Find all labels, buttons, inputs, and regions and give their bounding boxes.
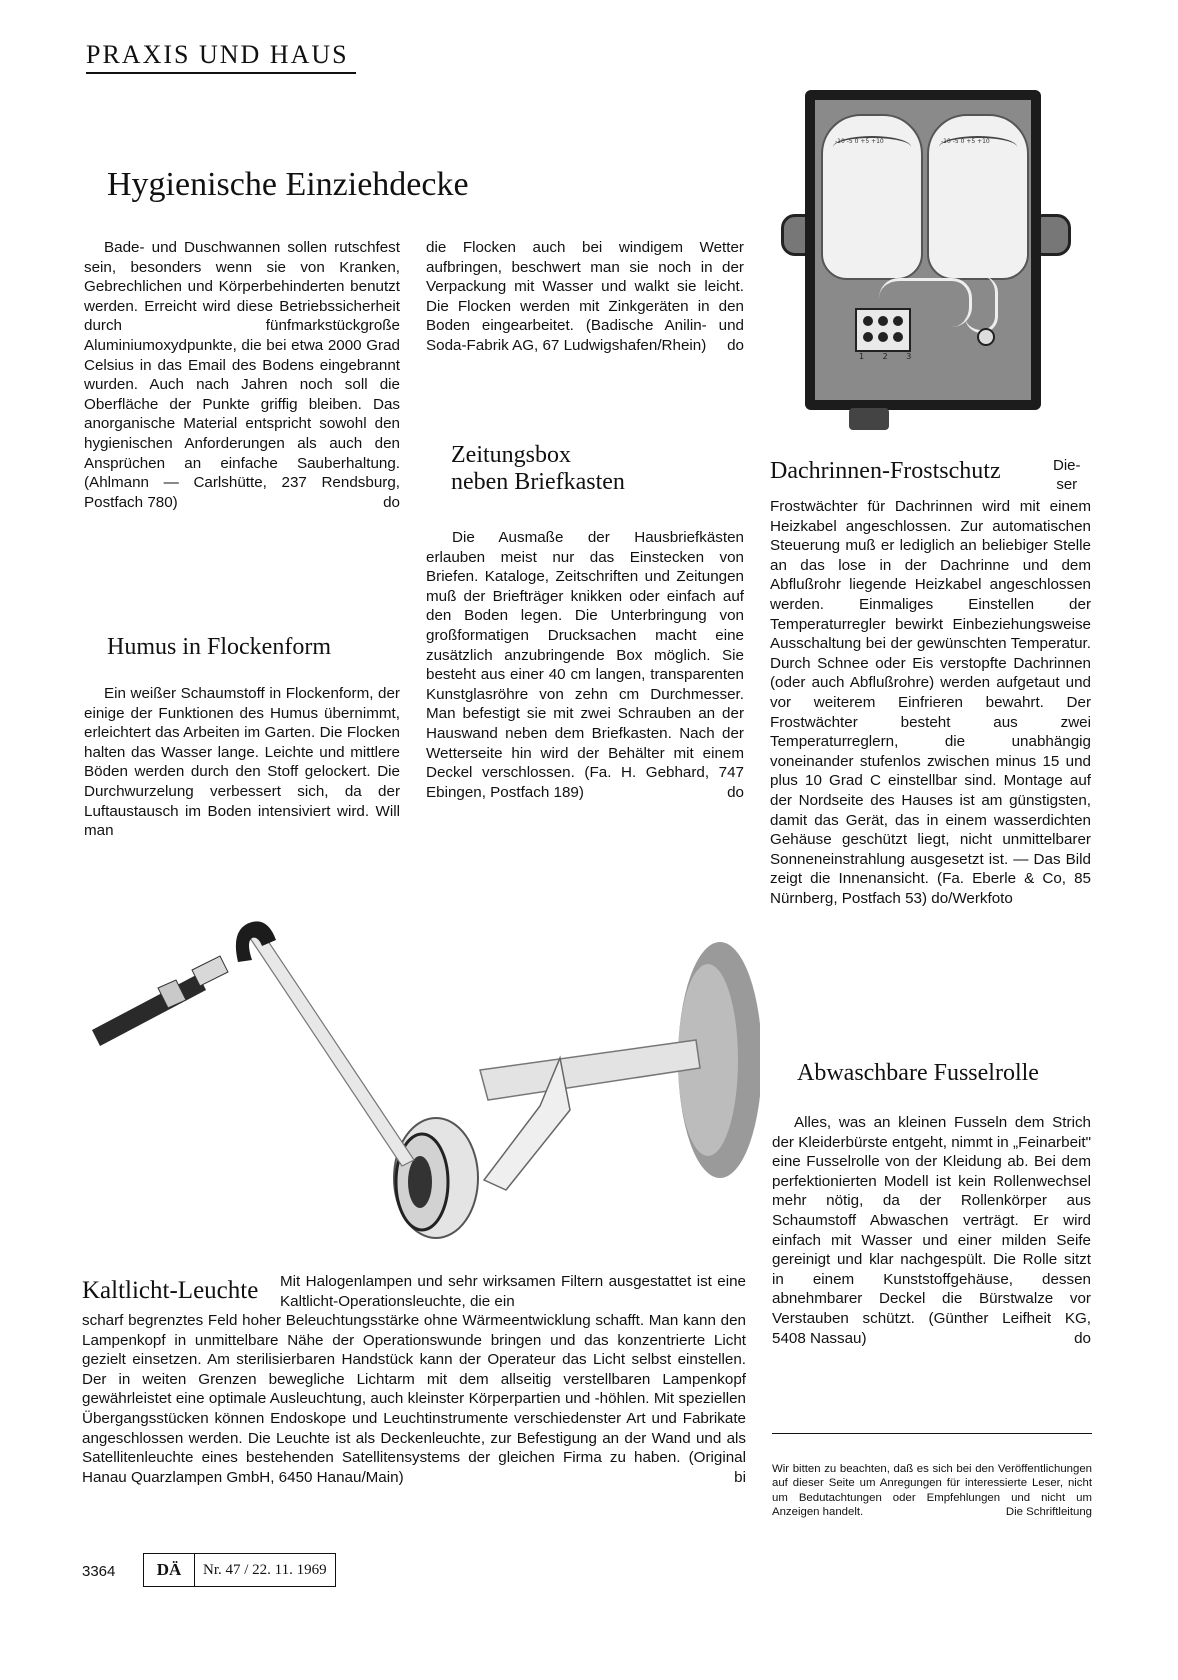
dial-scale-right-labels: -10 -5 0 +5 +10 — [941, 138, 990, 145]
article-title-zeitungsbox — [451, 442, 625, 496]
zeitungsbox-title-line2: neben Briefkasten — [451, 469, 625, 495]
humus-signature: do — [727, 336, 744, 354]
dial-scale-left-labels: -10 -5 0 +5 +10 — [835, 138, 884, 145]
kaltlicht-text: scharf begrenztes Feld hoher Beleuchtungsstärke ohne Wärmeentwicklung schafft. Man kann den Lampenkopf in unmittelbare Nähe der Operationswunde bringen und das konzentrierte Licht gezielt einsetzen. Am sterilisierbaren Handstück kann der Operateur das Licht selbst einstellen. Der in weiten Grenzen bewegliche Lichtarm mit dem allseitig verstellbaren Lampenkopf gewährleistet eine optimale Ausleuchtung, auch kleinster Körperpartien und -höhlen. Mit speziellen Übergangsstücken können Endoskope und Leuchtinstrumente verschiedenster Art und Fabrikate angeschlossen werden. Die Leuchte ist als Deckenleuchte, zur Befestigung an der Wand und als Satellitenleuchte eines bestehenden Satellitensystems der gleichen Firma zu haben. (Original Hanau Quarzlampen GmbH, 6450 Hanau/Main) — [82, 1312, 746, 1486]
frostschutz-text: Frostwächter für Dachrinnen wird mit einem Heizkabel angeschlossen. Zur automatischen Steuerung muß er lediglich an beliebiger Stelle an das lose in der Dachrinne und dem Abflußrohr liegende Heizkabel angeschlossen werden. Einmaliges Einstellen der Temperaturregler bewirkt Einbeziehungsweise Ausschaltung bei der gewünschten Temperatur. Durch Schnee oder Eis verstopfte Dachrinnen (oder auch Abflußrohre) werden aufgetaut und vor weiterem Einfrieren bewahrt. Der Frostwächter besteht aus zwei Temperaturreglern, die unabhängig voneinander stufenlos zwischen minus 15 und plus 10 Grad C einstellbar sind. Montage auf der Nordseite des Hauses ist am günstigsten, damit das Gerät, das in einem wasserdichten Gehäuse geschützt liegt, nicht unmittelbarer Sonneneinstrahlung ausgesetzt ist. — Das Bild zeigt die Innenansicht. (Fa. Eberle & Co, 85 Nürnberg, Postfach 53) do/Werkfoto — [770, 498, 1091, 907]
article-body-kaltlicht — [82, 1311, 746, 1487]
frostschutz-lead — [1053, 456, 1081, 494]
kaltlicht-signature: bi — [734, 1468, 746, 1486]
humus-text-col2: die Flocken auch bei windigem Wetter aufbringen, beschwert man sie noch in der Verpackung mit Wasser und walkt sie leicht. Die Flocken werden mit Zinkgeräten in den Boden eingearbeitet. (Badische Anilin- und Soda-Fabrik AG, 67 Ludwigshafen/Rhein) — [426, 239, 744, 354]
article-lead-kaltlicht — [280, 1272, 746, 1311]
frostschutz-lead-line2: ser — [1056, 476, 1078, 493]
cable-gland — [849, 408, 889, 430]
editor-note-signature: Die Schriftleitung — [1005, 1506, 1092, 1519]
fusselrolle-text: Alles, was an kleinen Fusseln dem Strich der Kleiderbürste entgeht, nimmt in „Feinarbeit" eine Fusselrolle von der Kleidung ab. Bei dem perfektionierten Modell ist kein Rollenwechsel mehr nötig, da der Rollenkörper aus Schaumstoff Abwaschen verträgt. Er wird einfach mit Wasser und einer milden Seife gereinigt und klar nachgespült. Die Rolle sitzt in einem Kunststoffgehäuse, dessen abnehmbarer Deckel die Bürstwalze vor Verstauben schützt. (Günther Leifheit KG, 5408 Nassau) — [772, 1114, 1091, 1347]
article-body-humus-col2 — [426, 238, 744, 356]
article-body-zeitungsbox — [426, 528, 744, 802]
article-title-humus: Humus in Flockenform — [107, 634, 331, 660]
article-body-frostschutz — [770, 497, 1091, 908]
page-number: 3364 — [82, 1563, 116, 1580]
article-title-einziehdecke: Hygienische Einziehdecke — [107, 166, 469, 203]
article-body-einziehdecke — [84, 238, 400, 512]
terminal-labels: 1 2 3 — [859, 352, 920, 361]
device-interior — [815, 100, 1031, 400]
temperature-dial-right — [927, 114, 1029, 280]
article-body-fusselrolle — [772, 1113, 1091, 1348]
device-housing — [805, 90, 1041, 410]
einziehdecke-signature: do — [383, 493, 400, 511]
editor-note — [772, 1462, 1092, 1520]
fusselrolle-signature: do — [1074, 1329, 1091, 1347]
journal-logo: DÄ — [144, 1554, 195, 1586]
article-body-humus-col1 — [84, 684, 400, 841]
journal-issue: Nr. 47 / 22. 11. 1969 — [203, 1561, 327, 1578]
sterilizable-handpiece — [92, 974, 206, 1046]
journal-badge — [143, 1553, 336, 1587]
einziehdecke-text: Bade- und Duschwannen sollen rutschfest sein, besonders wenn sie von Kranken, Gebrechlichen und Körperbehinderten benutzt werden. Erreicht wird diese Betriebssicherheit durch fünfmarkstückgroße Aluminiumoxydpunkte, die bei etwa 2000 Grad Celsius in das Email des Bodens eingebrannt wurden. Auch nach Jahren noch soll die Oberfläche der Punkte griffig bleiben. Das anorganische Material entspricht sowohl den hygienischen Anforderungen als auch den Ansprüchen an einfache Sauberhaltung. (Ahlmann — Carlshütte, 237 Rendsburg, Postfach 780) — [84, 239, 400, 511]
lamp-handle-rod — [250, 932, 414, 1166]
editor-note-text: Wir bitten zu beachten, daß es sich bei den Veröffentlichungen auf dieser Seite um Anregungen für interessierte Leser, nicht um Bedutachtungen oder Empfehlungen und nicht um Anzeigen handelt. — [772, 1463, 1092, 1519]
article-title-kaltlicht: Kaltlicht-Leuchte — [82, 1277, 259, 1304]
temperature-dial-left — [821, 114, 923, 280]
humus-text-col1: Ein weißer Schaumstoff in Flockenform, der einige der Funktionen des Humus übernimmt, erleichtert das Arbeiten im Garten. Die Flocken halten das Wasser lange. Leichte und mittlere Böden werden durch den Stoff gelockert. Die Durchwurzelung verbessert sich, da der Luftaustausch im Boden intensiviert wird. Will man — [84, 685, 400, 840]
kaltlicht-lead: Mit Halogenlampen und sehr wirksamen Filtern ausgestattet ist eine Kaltlicht-Operationsleuchte, die ein — [280, 1273, 746, 1310]
article-title-frostschutz: Dachrinnen-Frostschutz — [770, 458, 1001, 484]
cold-light-lamp-photo — [80, 910, 760, 1250]
zeitungsbox-title-line1: Zeitungsbox — [451, 442, 571, 468]
lamp-arm-horizontal — [480, 1040, 700, 1100]
terminal-block — [855, 308, 911, 352]
article-title-fusselrolle: Abwaschbare Fusselrolle — [797, 1060, 1039, 1086]
section-label: PRAXIS UND HAUS — [86, 40, 356, 74]
article-title-frostschutz-row — [770, 458, 1090, 498]
editor-note-divider — [772, 1433, 1092, 1434]
zeitungsbox-text: Die Ausmaße der Hausbriefkästen erlauben meist nur das Einstecken von Briefen. Kataloge, Zeitschriften und Zeitungen muß der Briefträger knikken oder einfach auf den Boden legen. Die Unterbringung von großformatigen Drucksachen macht eine zusätzlich anzubringende Box möglich. Sie besteht aus einer 40 cm langen, transparenten Kunstglasröhre von zehn cm Durchmesser. Man befestigt sie mit zwei Schrauben an der Hauswand neben dem Briefkasten. Nach der Wetterseite hin wird der Behälter mit einem Deckel verschlossen. (Fa. H. Gebhard, 747 Ebingen, Postfach 189) — [426, 529, 744, 801]
zeitungsbox-signature: do — [727, 783, 744, 801]
mounting-screw — [977, 328, 995, 346]
frost-guard-photo — [793, 90, 1053, 430]
wire-loop-right — [965, 276, 998, 333]
frostschutz-lead-line1: Die- — [1053, 457, 1081, 474]
